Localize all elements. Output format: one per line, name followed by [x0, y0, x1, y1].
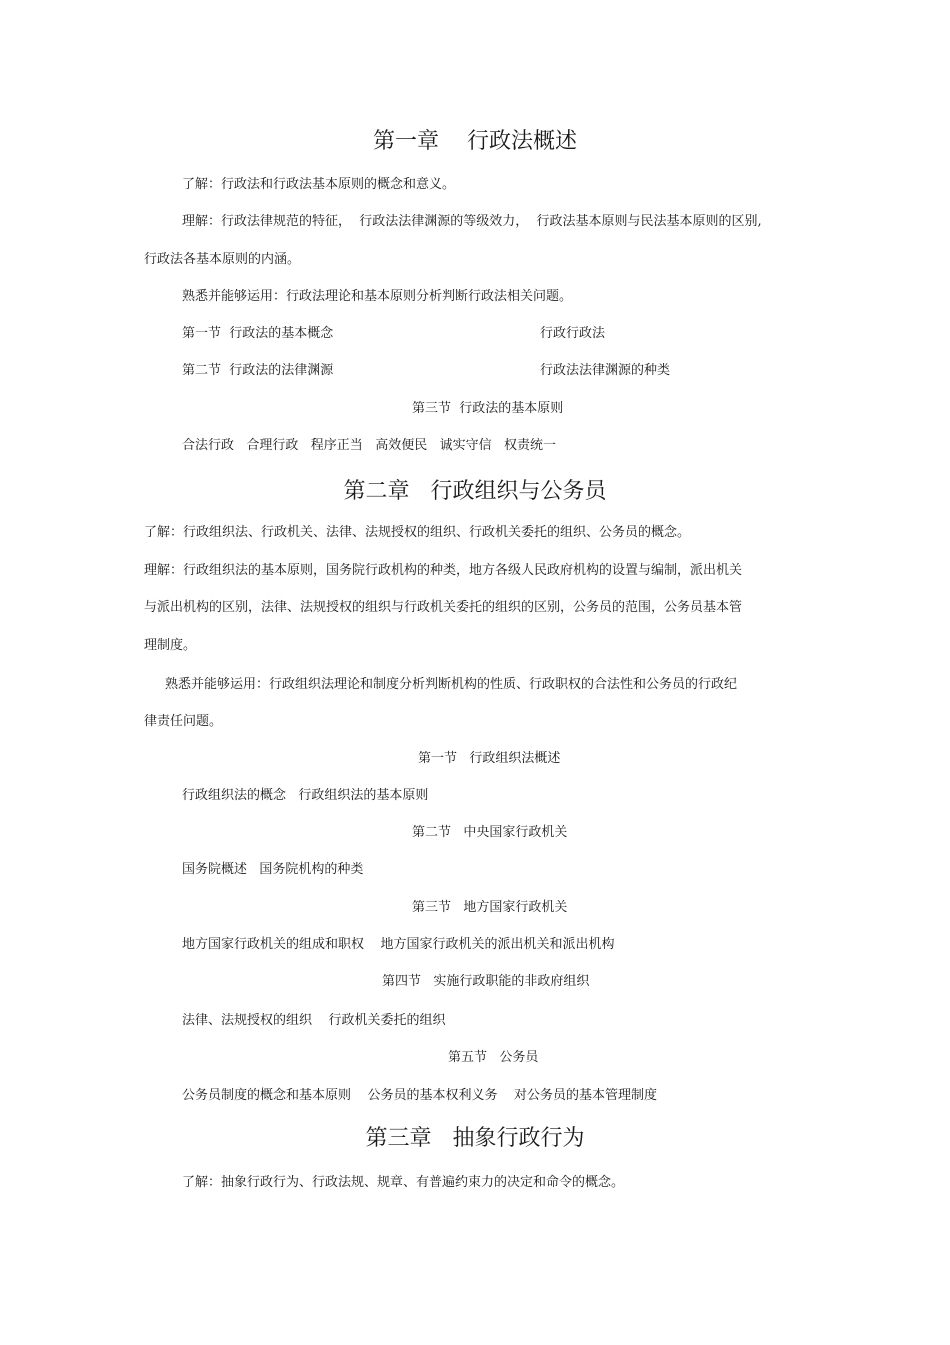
ch2-apply-cont: 律责任问题。	[144, 714, 223, 729]
ch1-comprehend: 理解：行政法律规范的特征， 行政法法律渊源的等级效力， 行政法基本原则与民法基本原则的区别,	[182, 214, 762, 229]
ch1-section-2: 第二节 行政法的法律渊源	[182, 363, 334, 378]
ch2-section-4-content: 法律、法规授权的组织 行政机关委托的组织	[182, 1013, 446, 1028]
chapter-3-title: 第三章 抽象行政行为	[365, 1126, 585, 1151]
ch2-understand: 了解：行政组织法、行政机关、法律、法规授权的组织、行政机关委托的组织、公务员的概念。	[144, 525, 691, 540]
ch2-section-1-content: 行政组织法的概念 行政组织法的基本原则	[182, 788, 429, 803]
ch2-section-2: 第二节 中央国家行政机关	[412, 825, 568, 840]
ch1-understand: 了解：行政法和行政法基本原则的概念和意义。	[182, 177, 456, 192]
ch1-section-3-content: 合法行政 合理行政 程序正当 高效便民 诚实守信 权责统一	[182, 438, 556, 453]
chapter-1-title: 第一章 行政法概述	[373, 129, 577, 154]
ch2-apply: 熟悉并能够运用：行政组织法理论和制度分析判断机构的性质、行政职权的合法性和公务员的行政纪	[165, 677, 738, 692]
ch1-section-3: 第三节 行政法的基本原则	[412, 401, 564, 416]
ch2-comprehend-cont-1: 与派出机构的区别，法律、法规授权的组织与行政机关委托的组织的区别，公务员的范围，公务员基本管	[144, 600, 743, 615]
ch2-comprehend: 理解：行政组织法的基本原则，国务院行政机构的种类，地方各级人民政府机构的设置与编制，派出机关	[144, 563, 743, 578]
chapter-2-title: 第二章 行政组织与公务员	[343, 479, 607, 504]
ch2-section-1: 第一节 行政组织法概述	[418, 751, 561, 766]
ch1-section-2-content: 行政法法律渊源的种类	[540, 363, 671, 378]
ch1-section-1: 第一节 行政法的基本概念	[182, 326, 334, 341]
ch2-section-5-content: 公务员制度的概念和基本原则 公务员的基本权利义务 对公务员的基本管理制度	[182, 1088, 658, 1103]
ch2-section-3-content: 地方国家行政机关的组成和职权 地方国家行政机关的派出机关和派出机构	[182, 937, 615, 952]
ch1-section-1-content: 行政行政法	[540, 326, 606, 341]
ch1-comprehend-cont: 行政法各基本原则的内涵。	[144, 252, 301, 267]
ch3-understand: 了解：抽象行政行为、行政法规、规章、有普遍约束力的决定和命令的概念。	[182, 1175, 625, 1190]
ch2-section-3: 第三节 地方国家行政机关	[412, 900, 568, 915]
ch2-section-5: 第五节 公务员	[448, 1050, 539, 1065]
ch2-section-4: 第四节 实施行政职能的非政府组织	[382, 974, 590, 989]
ch1-apply: 熟悉并能够运用：行政法理论和基本原则分析判断行政法相关问题。	[182, 289, 573, 304]
ch2-comprehend-cont-2: 理制度。	[144, 638, 197, 653]
ch2-section-2-content: 国务院概述 国务院机构的种类	[182, 862, 364, 877]
